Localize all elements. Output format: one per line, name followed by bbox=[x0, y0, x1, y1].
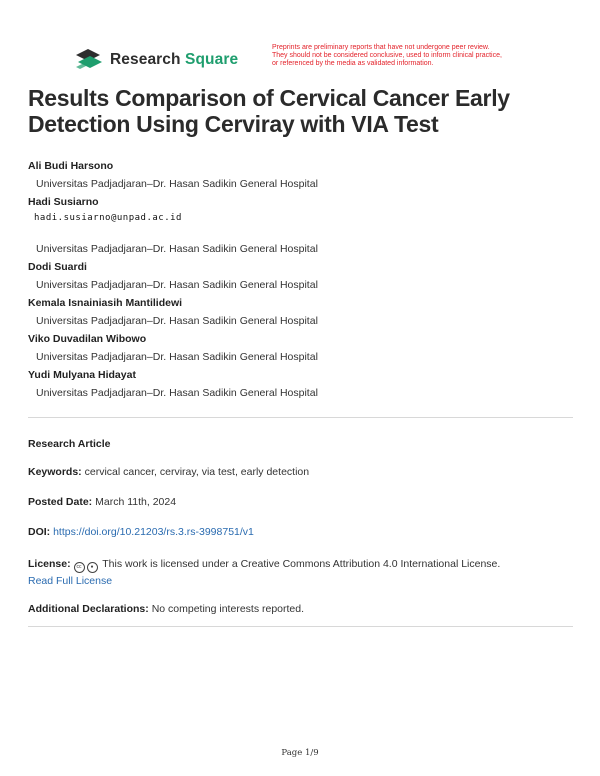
declarations-value: No competing interests reported. bbox=[151, 603, 305, 615]
author-affiliation: Universitas Padjadjaran–Dr. Hasan Sadikin General Hospital bbox=[36, 351, 318, 363]
author-affiliation: Universitas Padjadjaran–Dr. Hasan Sadikin General Hospital bbox=[36, 315, 318, 327]
license-label: License: bbox=[28, 558, 71, 570]
research-square-logo[interactable] bbox=[74, 47, 238, 73]
author-affiliation: Universitas Padjadjaran–Dr. Hasan Sadikin General Hospital bbox=[36, 243, 318, 255]
article-type-label: Research Article bbox=[28, 438, 111, 450]
logo-text: Research Square bbox=[110, 51, 239, 68]
keywords-label: Keywords: bbox=[28, 466, 82, 478]
license-row bbox=[28, 556, 573, 589]
author-name: Kemala Isnainiasih Mantilidewi bbox=[28, 297, 183, 309]
divider bbox=[28, 417, 573, 418]
doi-label: DOI: bbox=[28, 526, 51, 538]
author-name: Hadi Susiarno bbox=[28, 196, 99, 208]
doi-link[interactable]: https://doi.org/10.21203/rs.3.rs-3998751/v1 bbox=[53, 526, 254, 538]
author-name: Yudi Mulyana Hidayat bbox=[28, 369, 136, 381]
author-name: Dodi Suardi bbox=[28, 261, 87, 273]
preprint-notice bbox=[272, 44, 547, 69]
keywords-row bbox=[28, 466, 573, 478]
declarations-label: Additional Declarations: bbox=[28, 603, 149, 615]
notice-line: They should not be considered conclusive, used to inform clinical practice, bbox=[272, 52, 502, 60]
posted-date-label: Posted Date: bbox=[28, 496, 93, 508]
license-text: This work is licensed under a Creative Commons Attribution 4.0 International License. bbox=[102, 558, 501, 570]
author-list bbox=[28, 155, 573, 400]
cc-icon: cc bbox=[74, 562, 85, 573]
declarations-row bbox=[28, 603, 573, 615]
posted-date-row bbox=[28, 496, 573, 508]
author-email-link[interactable]: hadi.susiarno@unpad.ac.id bbox=[34, 213, 182, 223]
author-affiliation: Universitas Padjadjaran–Dr. Hasan Sadikin General Hospital bbox=[36, 387, 318, 399]
author-name: Viko Duvadilan Wibowo bbox=[28, 333, 147, 345]
divider bbox=[28, 626, 573, 627]
doi-row bbox=[28, 526, 573, 538]
keywords-value: cervical cancer, cerviray, via test, early detection bbox=[84, 466, 310, 478]
article-type bbox=[28, 438, 573, 450]
paper-title: Results Comparison of Cervical Cancer Early Detection Using Cerviray with VIA Test bbox=[28, 85, 510, 137]
notice-line: or referenced by the media as validated information. bbox=[272, 60, 434, 68]
by-icon: ● bbox=[87, 562, 98, 573]
author-affiliation: Universitas Padjadjaran–Dr. Hasan Sadikin General Hospital bbox=[36, 279, 318, 291]
notice-line: Preprints are preliminary reports that have not undergone peer review. bbox=[272, 44, 490, 51]
author-name: Ali Budi Harsono bbox=[28, 160, 114, 172]
author-affiliation: Universitas Padjadjaran–Dr. Hasan Sadikin General Hospital bbox=[36, 178, 318, 190]
posted-date-value: March 11th, 2024 bbox=[95, 496, 177, 508]
research-square-logo-icon bbox=[74, 47, 104, 73]
page-number: Page 1/9 bbox=[281, 748, 319, 758]
read-full-license-link[interactable]: Read Full License bbox=[28, 575, 113, 587]
